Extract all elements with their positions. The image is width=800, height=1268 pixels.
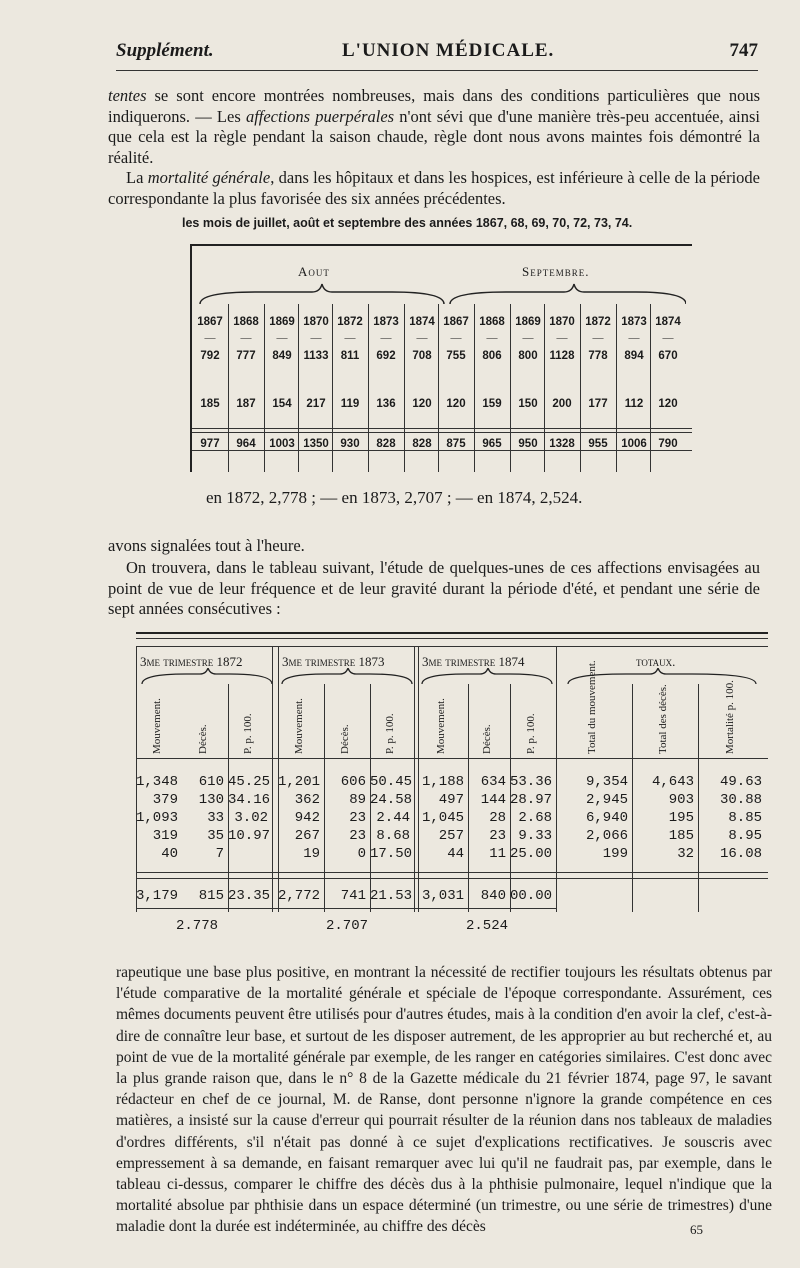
table2-cell: 34.16 xyxy=(228,792,271,808)
table2-cell: 16.08 xyxy=(719,846,762,862)
header-section: Supplément. xyxy=(116,40,214,61)
column-subheader: Décès. xyxy=(339,724,351,754)
table2-cell: 2.68 xyxy=(518,810,552,826)
table2-rate-rule xyxy=(136,908,556,909)
italic-term: affections puerpérales xyxy=(245,106,395,126)
table2-cell: 3.02 xyxy=(234,810,268,826)
table-monthly-deaths xyxy=(190,244,692,472)
table2-cell: 8.95 xyxy=(728,828,762,844)
table1-cell: 811 xyxy=(340,350,360,362)
table2-cell: 1,188 xyxy=(421,774,464,790)
table2-cell: 45.25 xyxy=(228,774,271,790)
text-span: La xyxy=(126,168,148,187)
mortality-rate: 2.778 xyxy=(176,918,219,934)
column-group-braces xyxy=(196,282,686,308)
table2-cell: 903 xyxy=(668,792,694,808)
table2-cell: 2,066 xyxy=(585,828,628,844)
table2-cell: 1,093 xyxy=(136,810,179,826)
table1-cell: 200 xyxy=(552,398,572,410)
paragraph-therapeutique: rapeutique une base plus positive, en montrant la nécessité de rectifier toujours les résultats obtenus par l'étude comparative de la mortalité générale et spéciale de l'époque correspondante. Assurément, ces mêmes documents peuvent être utilisés pour d'autres études, mais à la condition d'en avoir la clef, c'est-à-dire de connaître leur base, et surtout de les disposer autrement, de les approprier au but recherché et, au point de vue de la mortalité générale par exemple, de les ranger en catégories similaires. C'est donc avec la plus grande raison que, dans le n° 8 de la Gazette médicale du 21 février 1874, page 97, le savant rédacteur en chef de ce journal, M. de Ranse, dont personne n'ignore la grande compétence en ces matières, a insisté sur la cause d'erreur qui pourrait résulter de la réunion dans nos tableaux de maladies d'ordres différents, s'il n'était pas donné à ce sujet d'explications rectificatives. Je souscris avec empressement à sa demande, en faisant remarquer avec lui qu'il ne faudrait pas, par exemple, dans le tableau ci-dessus, comparer le chiffre des décès dus à la phthisie pulmonaire, lequel n'indique que la mortalité absolue par phthisie dans un espace déterminé (un trimestre, ou une série de trimestres) d'une maladie dont la durée est indéterminée, au chiffre des décès xyxy=(116,964,772,1236)
mortality-rate: 2.707 xyxy=(326,918,369,934)
table1-cell: 1133 xyxy=(303,350,329,362)
table2-cell: 7 xyxy=(215,846,224,862)
table1-cell: 670 xyxy=(658,350,678,362)
table1-cell: 136 xyxy=(376,398,396,410)
table2-cell: 50.45 xyxy=(370,774,413,790)
table2-cell: 4,643 xyxy=(651,774,694,790)
table2-cell: 319 xyxy=(152,828,178,844)
column-subheader: P. p. 100. xyxy=(384,713,396,754)
table2-cell: 11 xyxy=(489,846,506,862)
header-journal-title: L'UNION MÉDICALE. xyxy=(342,40,555,61)
column-subheader: Mouvement. xyxy=(293,698,305,754)
table2-total-cell: 741 xyxy=(340,888,366,904)
table1-cell: 894 xyxy=(624,350,644,362)
year-header: 1872 xyxy=(585,316,611,328)
table2-cell: 610 xyxy=(198,774,224,790)
dash-separator: — xyxy=(276,332,288,344)
table1-cell: 177 xyxy=(588,398,608,410)
text-span: , dans les hôpitaux et dans les hospices, est inférieure à celle de la période correspondante la plus favorisée des six années précédentes. xyxy=(108,168,760,208)
table1-cell: 806 xyxy=(482,350,502,362)
table2-cell: 30.88 xyxy=(719,792,762,808)
table2-total-cell: 3,179 xyxy=(136,888,179,904)
column-subheader: Mortalité p. 100. xyxy=(724,680,736,754)
table2-header-rule xyxy=(136,646,768,647)
table1-bottom-rule xyxy=(192,450,692,451)
table2-cell: 634 xyxy=(480,774,506,790)
table2-total-cell: 23.35 xyxy=(228,888,271,904)
year-header: 1870 xyxy=(303,316,329,328)
table-quarterly-affections xyxy=(136,632,768,942)
table2-cell: 49.63 xyxy=(719,774,762,790)
table2-total-cell: 21.53 xyxy=(370,888,413,904)
table2-cell: 23 xyxy=(349,828,366,844)
table2-cell: 40 xyxy=(161,846,178,862)
table2-cell: 1,201 xyxy=(278,774,321,790)
table1-cell: 112 xyxy=(624,398,644,410)
year-header: 1872 xyxy=(337,316,363,328)
table1-cell: 120 xyxy=(446,398,466,410)
table2-total-cell: 3,031 xyxy=(421,888,464,904)
table1-cell: 1328 xyxy=(549,438,575,450)
year-header: 1868 xyxy=(479,316,505,328)
table2-cell: 942 xyxy=(294,810,320,826)
table2-cell: 6,940 xyxy=(585,810,628,826)
table1-cell: 828 xyxy=(412,438,432,450)
dash-separator: — xyxy=(592,332,604,344)
table1-cell: 950 xyxy=(518,438,538,450)
table2-cell: 9,354 xyxy=(585,774,628,790)
table2-cell: 23 xyxy=(489,828,506,844)
table2-total-cell: 00.00 xyxy=(510,888,553,904)
table2-cell: 19 xyxy=(303,846,320,862)
table2-cell: 379 xyxy=(152,792,178,808)
table2-cell: 195 xyxy=(668,810,694,826)
table2-top-rule-2 xyxy=(136,638,768,639)
column-subheader: P. p. 100. xyxy=(242,713,254,754)
table1-cell: 965 xyxy=(482,438,502,450)
text-span: se sont encore montrées nombreuses, mais dans des conditions particulières que nous indiquerons. — Les xyxy=(108,86,760,126)
table2-cell: 0 xyxy=(357,846,366,862)
table2-cell: 89 xyxy=(349,792,366,808)
table1-cell: 1350 xyxy=(303,438,329,450)
table2-cell: 53.36 xyxy=(510,774,553,790)
table1-cell: 1006 xyxy=(621,438,647,450)
table2-total-rule xyxy=(136,872,768,873)
table2-cell: 185 xyxy=(668,828,694,844)
year-header: 1867 xyxy=(197,316,223,328)
column-subheader: Mouvement. xyxy=(151,698,163,754)
table2-total-cell: 815 xyxy=(198,888,224,904)
year-header: 1870 xyxy=(549,316,575,328)
mortality-rate: 2.524 xyxy=(466,918,509,934)
column-subheader: P. p. 100. xyxy=(525,713,537,754)
group-header-1872: 3me trimestre 1872 xyxy=(140,654,243,669)
group-header-1873: 3me trimestre 1873 xyxy=(282,654,385,669)
table2-cell: 144 xyxy=(480,792,506,808)
year-header: 1873 xyxy=(373,316,399,328)
table2-cell: 17.50 xyxy=(370,846,413,862)
italic-term: mortalité générale xyxy=(147,168,271,187)
year-header: 1868 xyxy=(233,316,259,328)
table1-cell: 955 xyxy=(588,438,608,450)
dash-separator: — xyxy=(450,332,462,344)
table1-cell: 930 xyxy=(340,438,360,450)
dash-separator: — xyxy=(556,332,568,344)
column-subheader: Décès. xyxy=(481,724,493,754)
year-header: 1869 xyxy=(269,316,295,328)
column-subheader: Mouvement. xyxy=(435,698,447,754)
table1-cell: 828 xyxy=(376,438,396,450)
table2-cell: 497 xyxy=(438,792,464,808)
table2-cell: 28.97 xyxy=(510,792,553,808)
table2-cell: 10.97 xyxy=(228,828,271,844)
table1-cell: 1003 xyxy=(269,438,295,450)
table2-cell: 9.33 xyxy=(518,828,552,844)
table1-cell: 755 xyxy=(446,350,466,362)
table2-cell: 257 xyxy=(438,828,464,844)
group-label-septembre: Septembre. xyxy=(522,264,590,279)
paragraph-mortalite xyxy=(108,168,760,209)
year-header: 1867 xyxy=(443,316,469,328)
running-header xyxy=(116,40,758,70)
table1-cell: 187 xyxy=(236,398,256,410)
dash-separator: — xyxy=(416,332,428,344)
table2-cell: 130 xyxy=(198,792,224,808)
year-header: 1874 xyxy=(655,316,681,328)
table1-cell: 692 xyxy=(376,350,396,362)
column-subheader: Total du mouvement. xyxy=(586,660,598,754)
table2-cell: 362 xyxy=(294,792,320,808)
table2-cell: 33 xyxy=(207,810,224,826)
table2-total-cell: 840 xyxy=(480,888,506,904)
group-label-aout: Aout xyxy=(298,264,330,279)
dash-separator: — xyxy=(628,332,640,344)
year-header: 1874 xyxy=(409,316,435,328)
dash-separator: — xyxy=(344,332,356,344)
table1-cell: 1128 xyxy=(549,350,575,362)
table1-cell: 792 xyxy=(200,350,220,362)
group-header-1874: 3me trimestre 1874 xyxy=(422,654,525,669)
dash-separator: — xyxy=(310,332,322,344)
table2-total-rule-2 xyxy=(136,878,768,879)
table2-cell: 35 xyxy=(207,828,224,844)
footer-page-number: 65 xyxy=(690,1222,703,1237)
group-braces xyxy=(136,668,768,686)
dash-separator: — xyxy=(204,332,216,344)
table1-cell: 217 xyxy=(306,398,326,410)
dash-separator: — xyxy=(380,332,392,344)
table2-cell: 25.00 xyxy=(510,846,553,862)
table2-cell: 199 xyxy=(602,846,628,862)
header-page-number: 747 xyxy=(729,40,758,61)
table1-cell: 150 xyxy=(518,398,538,410)
table1-sum-rule xyxy=(192,432,692,433)
table1-cell: 849 xyxy=(272,350,292,362)
table2-cell: 1,348 xyxy=(136,774,179,790)
text-span: n'ont sévi que d'une manière très-peu accentuée, ainsi que cela est la règle pendant la saison chaude, règle dont nous avons maintes fois démontré la réalité. xyxy=(108,106,760,167)
table1-cell: 977 xyxy=(200,438,220,450)
italic-term: tentes xyxy=(108,86,147,105)
table2-cell: 44 xyxy=(447,846,464,862)
table2-cell: 23 xyxy=(349,810,366,826)
table2-cell: 606 xyxy=(340,774,366,790)
column-subheader: Décès. xyxy=(197,724,209,754)
table1-cell: 964 xyxy=(236,438,256,450)
table1-cell: 119 xyxy=(340,398,360,410)
paragraph-signalees: avons signalées tout à l'heure. xyxy=(108,536,305,555)
table1-cell: 875 xyxy=(446,438,466,450)
table1-cell: 120 xyxy=(412,398,432,410)
table1-sum-rule xyxy=(192,428,692,429)
table1-cell: 154 xyxy=(272,398,292,410)
table2-cell: 32 xyxy=(677,846,694,862)
table2-cell: 28 xyxy=(489,810,506,826)
table2-total-cell: 2,772 xyxy=(278,888,321,904)
dash-separator: — xyxy=(240,332,252,344)
table1-cell: 800 xyxy=(518,350,538,362)
table2-cell: 8.85 xyxy=(728,810,762,826)
table2-top-rule xyxy=(136,632,768,634)
paragraph-tableau-suivant: On trouvera, dans le tableau suivant, l'étude de quelques-unes de ces affections envisagées au point de vue de leur fréquence et de leur gravité durant la période d'été, et pendant une série de sept années consécutives : xyxy=(108,558,760,618)
dash-separator: — xyxy=(522,332,534,344)
table2-cell: 267 xyxy=(294,828,320,844)
year-header: 1869 xyxy=(515,316,541,328)
table2-cell: 24.58 xyxy=(370,792,413,808)
table1-caption: les mois de juillet, août et septembre des années 1867, 68, 69, 70, 72, 73, 74. xyxy=(182,216,633,230)
table1-cell: 790 xyxy=(658,438,678,450)
year-header: 1873 xyxy=(621,316,647,328)
table2-cell: 2.44 xyxy=(376,810,410,826)
dash-separator: — xyxy=(486,332,498,344)
paragraph-affections xyxy=(108,86,760,168)
group-header-totaux: totaux. xyxy=(636,654,676,669)
table1-cell: 778 xyxy=(588,350,608,362)
table1-cell: 777 xyxy=(236,350,256,362)
table1-cell: 159 xyxy=(482,398,502,410)
table1-cell: 185 xyxy=(200,398,220,410)
column-subheader: Total des décès. xyxy=(657,684,669,754)
header-rule xyxy=(116,70,758,71)
table2-cell: 2,945 xyxy=(585,792,628,808)
table1-cell: 708 xyxy=(412,350,432,362)
table2-subheader-rule xyxy=(136,758,768,759)
table2-cell: 1,045 xyxy=(421,810,464,826)
dash-separator: — xyxy=(662,332,674,344)
mortality-summary-line: en 1872, 2,778 ; — en 1873, 2,707 ; — en 1874, 2,524. xyxy=(206,488,583,507)
table2-cell: 8.68 xyxy=(376,828,410,844)
table1-cell: 120 xyxy=(658,398,678,410)
